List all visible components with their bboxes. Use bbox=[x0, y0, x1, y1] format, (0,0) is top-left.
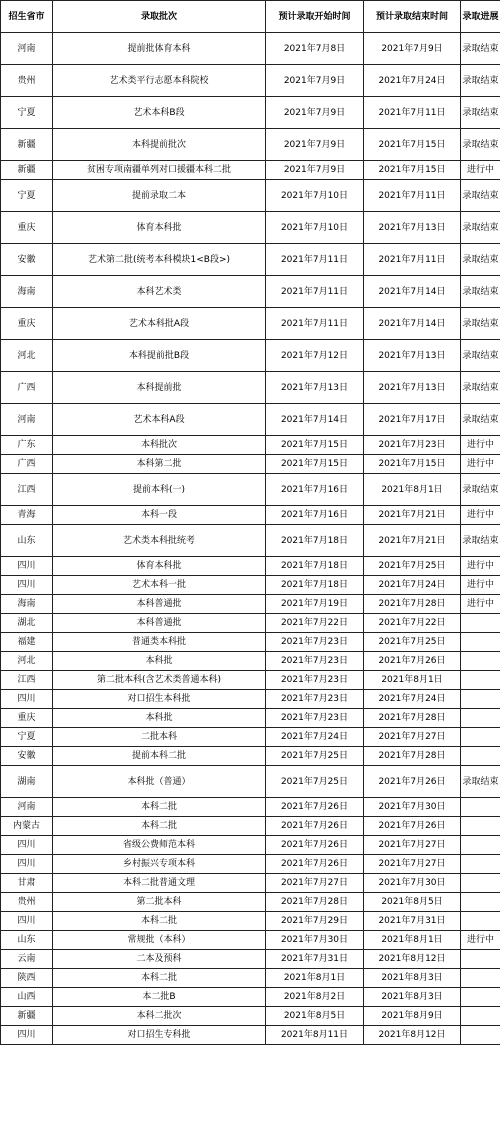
table-row bbox=[1, 212, 500, 244]
header-province: 招生省市 bbox=[1, 1, 53, 33]
end-date-cell: 2021年7月24日 bbox=[364, 65, 461, 97]
end-date-cell: 2021年7月27日 bbox=[364, 855, 461, 874]
end-date-cell: 2021年7月25日 bbox=[364, 557, 461, 576]
table-row bbox=[1, 614, 500, 633]
start-date-cell: 2021年7月10日 bbox=[266, 180, 364, 212]
start-date-cell: 2021年7月18日 bbox=[266, 576, 364, 595]
table-row bbox=[1, 65, 500, 97]
progress-cell bbox=[461, 747, 500, 766]
province-cell: 河南 bbox=[1, 798, 53, 817]
batch-cell: 本科提前批 bbox=[53, 372, 266, 404]
batch-cell: 本科普通批 bbox=[53, 614, 266, 633]
start-date-cell: 2021年8月1日 bbox=[266, 969, 364, 988]
province-cell: 云南 bbox=[1, 950, 53, 969]
batch-cell: 对口招生专科批 bbox=[53, 1026, 266, 1045]
end-date-cell: 2021年8月3日 bbox=[364, 988, 461, 1007]
batch-cell: 体育本科批 bbox=[53, 212, 266, 244]
end-date-cell: 2021年7月26日 bbox=[364, 652, 461, 671]
start-date-cell: 2021年7月27日 bbox=[266, 874, 364, 893]
table-row bbox=[1, 576, 500, 595]
province-cell: 甘肃 bbox=[1, 874, 53, 893]
province-cell: 贵州 bbox=[1, 65, 53, 97]
province-cell: 广东 bbox=[1, 436, 53, 455]
end-date-cell: 2021年7月30日 bbox=[364, 874, 461, 893]
progress-cell: 录取结束 bbox=[461, 212, 500, 244]
batch-cell: 普通类本科批 bbox=[53, 633, 266, 652]
province-cell: 四川 bbox=[1, 836, 53, 855]
table-row bbox=[1, 671, 500, 690]
province-cell: 宁夏 bbox=[1, 728, 53, 747]
progress-cell: 录取结束 bbox=[461, 33, 500, 65]
start-date-cell: 2021年7月14日 bbox=[266, 404, 364, 436]
progress-cell: 录取结束 bbox=[461, 404, 500, 436]
progress-cell bbox=[461, 950, 500, 969]
province-cell: 江西 bbox=[1, 474, 53, 506]
progress-cell: 录取结束 bbox=[461, 180, 500, 212]
progress-cell bbox=[461, 988, 500, 1007]
progress-cell bbox=[461, 709, 500, 728]
batch-cell: 本科一段 bbox=[53, 506, 266, 525]
progress-cell: 录取结束 bbox=[461, 474, 500, 506]
end-date-cell: 2021年7月15日 bbox=[364, 129, 461, 161]
end-date-cell: 2021年8月12日 bbox=[364, 1026, 461, 1045]
batch-cell: 本科艺术类 bbox=[53, 276, 266, 308]
batch-cell: 本科二批 bbox=[53, 817, 266, 836]
start-date-cell: 2021年7月23日 bbox=[266, 652, 364, 671]
progress-cell: 录取结束 bbox=[461, 276, 500, 308]
end-date-cell: 2021年7月26日 bbox=[364, 766, 461, 798]
start-date-cell: 2021年7月30日 bbox=[266, 931, 364, 950]
table-row bbox=[1, 244, 500, 276]
table-row bbox=[1, 1007, 500, 1026]
start-date-cell: 2021年7月9日 bbox=[266, 161, 364, 180]
province-cell: 湖南 bbox=[1, 766, 53, 798]
table-row bbox=[1, 931, 500, 950]
progress-cell: 录取结束 bbox=[461, 129, 500, 161]
end-date-cell: 2021年7月24日 bbox=[364, 690, 461, 709]
start-date-cell: 2021年7月23日 bbox=[266, 633, 364, 652]
end-date-cell: 2021年8月3日 bbox=[364, 969, 461, 988]
province-cell: 河南 bbox=[1, 33, 53, 65]
progress-cell bbox=[461, 633, 500, 652]
end-date-cell: 2021年8月1日 bbox=[364, 474, 461, 506]
start-date-cell: 2021年7月9日 bbox=[266, 97, 364, 129]
table-row bbox=[1, 455, 500, 474]
end-date-cell: 2021年7月25日 bbox=[364, 633, 461, 652]
end-date-cell: 2021年7月22日 bbox=[364, 614, 461, 633]
start-date-cell: 2021年7月26日 bbox=[266, 798, 364, 817]
batch-cell: 本科二批 bbox=[53, 969, 266, 988]
start-date-cell: 2021年7月23日 bbox=[266, 671, 364, 690]
progress-cell: 录取结束 bbox=[461, 525, 500, 557]
start-date-cell: 2021年7月24日 bbox=[266, 728, 364, 747]
table-row bbox=[1, 652, 500, 671]
province-cell: 海南 bbox=[1, 276, 53, 308]
progress-cell bbox=[461, 969, 500, 988]
province-cell: 四川 bbox=[1, 576, 53, 595]
batch-cell: 艺术本科批A段 bbox=[53, 308, 266, 340]
end-date-cell: 2021年8月12日 bbox=[364, 950, 461, 969]
start-date-cell: 2021年7月10日 bbox=[266, 212, 364, 244]
table-row bbox=[1, 595, 500, 614]
batch-cell: 艺术类平行志愿本科院校 bbox=[53, 65, 266, 97]
progress-cell bbox=[461, 912, 500, 931]
table-row bbox=[1, 180, 500, 212]
batch-cell: 提前录取二本 bbox=[53, 180, 266, 212]
progress-cell bbox=[461, 614, 500, 633]
end-date-cell: 2021年7月14日 bbox=[364, 308, 461, 340]
header-row bbox=[1, 1, 500, 33]
batch-cell: 提前批体育本科 bbox=[53, 33, 266, 65]
start-date-cell: 2021年7月19日 bbox=[266, 595, 364, 614]
progress-cell bbox=[461, 798, 500, 817]
start-date-cell: 2021年7月31日 bbox=[266, 950, 364, 969]
table-row bbox=[1, 97, 500, 129]
table-row bbox=[1, 557, 500, 576]
start-date-cell: 2021年7月11日 bbox=[266, 308, 364, 340]
table-row bbox=[1, 893, 500, 912]
province-cell: 安徽 bbox=[1, 244, 53, 276]
batch-cell: 贫困专项南疆单列对口援疆本科二批 bbox=[53, 161, 266, 180]
progress-cell: 录取结束 bbox=[461, 244, 500, 276]
province-cell: 山西 bbox=[1, 988, 53, 1007]
table-row bbox=[1, 874, 500, 893]
batch-cell: 对口招生本科批 bbox=[53, 690, 266, 709]
batch-cell: 本科二批 bbox=[53, 912, 266, 931]
progress-cell: 录取结束 bbox=[461, 65, 500, 97]
end-date-cell: 2021年7月15日 bbox=[364, 455, 461, 474]
province-cell: 广西 bbox=[1, 455, 53, 474]
table-row bbox=[1, 798, 500, 817]
end-date-cell: 2021年7月28日 bbox=[364, 595, 461, 614]
start-date-cell: 2021年7月23日 bbox=[266, 709, 364, 728]
start-date-cell: 2021年7月9日 bbox=[266, 129, 364, 161]
start-date-cell: 2021年8月5日 bbox=[266, 1007, 364, 1026]
batch-cell: 乡村振兴专项本科 bbox=[53, 855, 266, 874]
start-date-cell: 2021年7月13日 bbox=[266, 372, 364, 404]
province-cell: 广西 bbox=[1, 372, 53, 404]
progress-cell bbox=[461, 836, 500, 855]
progress-cell: 进行中 bbox=[461, 576, 500, 595]
header-start-date: 预计录取开始时间 bbox=[266, 1, 364, 33]
end-date-cell: 2021年8月9日 bbox=[364, 1007, 461, 1026]
table-row bbox=[1, 969, 500, 988]
end-date-cell: 2021年8月5日 bbox=[364, 893, 461, 912]
start-date-cell: 2021年7月26日 bbox=[266, 836, 364, 855]
province-cell: 内蒙古 bbox=[1, 817, 53, 836]
start-date-cell: 2021年7月26日 bbox=[266, 817, 364, 836]
end-date-cell: 2021年7月17日 bbox=[364, 404, 461, 436]
batch-cell: 本科提前批B段 bbox=[53, 340, 266, 372]
start-date-cell: 2021年7月16日 bbox=[266, 506, 364, 525]
table-row bbox=[1, 912, 500, 931]
progress-cell bbox=[461, 652, 500, 671]
start-date-cell: 2021年7月18日 bbox=[266, 525, 364, 557]
progress-cell bbox=[461, 874, 500, 893]
progress-cell bbox=[461, 855, 500, 874]
progress-cell: 进行中 bbox=[461, 931, 500, 950]
table-row bbox=[1, 855, 500, 874]
province-cell: 四川 bbox=[1, 557, 53, 576]
start-date-cell: 2021年7月12日 bbox=[266, 340, 364, 372]
table-row bbox=[1, 766, 500, 798]
province-cell: 江西 bbox=[1, 671, 53, 690]
progress-cell bbox=[461, 817, 500, 836]
progress-cell: 进行中 bbox=[461, 161, 500, 180]
table-row bbox=[1, 633, 500, 652]
header-batch: 录取批次 bbox=[53, 1, 266, 33]
start-date-cell: 2021年7月9日 bbox=[266, 65, 364, 97]
batch-cell: 二批本科 bbox=[53, 728, 266, 747]
batch-cell: 本科二批 bbox=[53, 798, 266, 817]
end-date-cell: 2021年7月9日 bbox=[364, 33, 461, 65]
batch-cell: 本科普通批 bbox=[53, 595, 266, 614]
end-date-cell: 2021年7月26日 bbox=[364, 817, 461, 836]
province-cell: 福建 bbox=[1, 633, 53, 652]
start-date-cell: 2021年7月15日 bbox=[266, 455, 364, 474]
header-end-date: 预计录取结束时间 bbox=[364, 1, 461, 33]
start-date-cell: 2021年7月25日 bbox=[266, 747, 364, 766]
table-row bbox=[1, 690, 500, 709]
province-cell: 河北 bbox=[1, 340, 53, 372]
end-date-cell: 2021年7月13日 bbox=[364, 340, 461, 372]
batch-cell: 本科批次 bbox=[53, 436, 266, 455]
province-cell: 四川 bbox=[1, 690, 53, 709]
table-row bbox=[1, 33, 500, 65]
table-row bbox=[1, 276, 500, 308]
batch-cell: 本二批B bbox=[53, 988, 266, 1007]
end-date-cell: 2021年8月1日 bbox=[364, 671, 461, 690]
table-row bbox=[1, 1026, 500, 1045]
progress-cell: 录取结束 bbox=[461, 97, 500, 129]
start-date-cell: 2021年7月26日 bbox=[266, 855, 364, 874]
table-row bbox=[1, 161, 500, 180]
table-row bbox=[1, 709, 500, 728]
start-date-cell: 2021年7月15日 bbox=[266, 436, 364, 455]
start-date-cell: 2021年7月8日 bbox=[266, 33, 364, 65]
province-cell: 四川 bbox=[1, 855, 53, 874]
start-date-cell: 2021年7月23日 bbox=[266, 690, 364, 709]
end-date-cell: 2021年7月13日 bbox=[364, 372, 461, 404]
batch-cell: 艺术第二批(统考本科模块1<B段>) bbox=[53, 244, 266, 276]
table-row bbox=[1, 129, 500, 161]
progress-cell bbox=[461, 690, 500, 709]
province-cell: 四川 bbox=[1, 1026, 53, 1045]
province-cell: 贵州 bbox=[1, 893, 53, 912]
end-date-cell: 2021年7月11日 bbox=[364, 244, 461, 276]
end-date-cell: 2021年7月23日 bbox=[364, 436, 461, 455]
batch-cell: 本科批 bbox=[53, 652, 266, 671]
batch-cell: 本科二批次 bbox=[53, 1007, 266, 1026]
province-cell: 宁夏 bbox=[1, 97, 53, 129]
batch-cell: 第二批本科 bbox=[53, 893, 266, 912]
start-date-cell: 2021年7月25日 bbox=[266, 766, 364, 798]
table-row bbox=[1, 988, 500, 1007]
progress-cell: 录取结束 bbox=[461, 308, 500, 340]
province-cell: 四川 bbox=[1, 912, 53, 931]
province-cell: 宁夏 bbox=[1, 180, 53, 212]
batch-cell: 艺术本科B段 bbox=[53, 97, 266, 129]
province-cell: 新疆 bbox=[1, 161, 53, 180]
progress-cell: 进行中 bbox=[461, 557, 500, 576]
batch-cell: 二本及预科 bbox=[53, 950, 266, 969]
end-date-cell: 2021年7月27日 bbox=[364, 836, 461, 855]
end-date-cell: 2021年7月13日 bbox=[364, 212, 461, 244]
province-cell: 新疆 bbox=[1, 1007, 53, 1026]
progress-cell: 进行中 bbox=[461, 595, 500, 614]
progress-cell bbox=[461, 893, 500, 912]
batch-cell: 本科批（普通） bbox=[53, 766, 266, 798]
province-cell: 陕西 bbox=[1, 969, 53, 988]
start-date-cell: 2021年8月11日 bbox=[266, 1026, 364, 1045]
end-date-cell: 2021年7月15日 bbox=[364, 161, 461, 180]
province-cell: 重庆 bbox=[1, 709, 53, 728]
end-date-cell: 2021年8月1日 bbox=[364, 931, 461, 950]
start-date-cell: 2021年7月18日 bbox=[266, 557, 364, 576]
table-row bbox=[1, 836, 500, 855]
table-row bbox=[1, 950, 500, 969]
table-body bbox=[1, 33, 500, 1045]
batch-cell: 省级公费师范本科 bbox=[53, 836, 266, 855]
province-cell: 河南 bbox=[1, 404, 53, 436]
start-date-cell: 2021年7月22日 bbox=[266, 614, 364, 633]
progress-cell: 录取结束 bbox=[461, 766, 500, 798]
progress-cell bbox=[461, 728, 500, 747]
batch-cell: 常规批（本科） bbox=[53, 931, 266, 950]
table-row bbox=[1, 436, 500, 455]
end-date-cell: 2021年7月21日 bbox=[364, 525, 461, 557]
batch-cell: 本科提前批次 bbox=[53, 129, 266, 161]
start-date-cell: 2021年7月28日 bbox=[266, 893, 364, 912]
header-progress: 录取进展 bbox=[461, 1, 500, 33]
table-row bbox=[1, 372, 500, 404]
end-date-cell: 2021年7月27日 bbox=[364, 728, 461, 747]
progress-cell: 录取结束 bbox=[461, 340, 500, 372]
province-cell: 山东 bbox=[1, 525, 53, 557]
province-cell: 青海 bbox=[1, 506, 53, 525]
progress-cell: 进行中 bbox=[461, 455, 500, 474]
province-cell: 重庆 bbox=[1, 308, 53, 340]
batch-cell: 体育本科批 bbox=[53, 557, 266, 576]
province-cell: 山东 bbox=[1, 931, 53, 950]
progress-cell: 进行中 bbox=[461, 436, 500, 455]
end-date-cell: 2021年7月28日 bbox=[364, 747, 461, 766]
batch-cell: 第二批本科(含艺术类普通本科) bbox=[53, 671, 266, 690]
table-row bbox=[1, 308, 500, 340]
batch-cell: 提前本科二批 bbox=[53, 747, 266, 766]
batch-cell: 本科批 bbox=[53, 709, 266, 728]
table-row bbox=[1, 404, 500, 436]
progress-cell bbox=[461, 1007, 500, 1026]
batch-cell: 本科第二批 bbox=[53, 455, 266, 474]
start-date-cell: 2021年7月11日 bbox=[266, 276, 364, 308]
table-row bbox=[1, 525, 500, 557]
start-date-cell: 2021年7月11日 bbox=[266, 244, 364, 276]
batch-cell: 提前本科(一) bbox=[53, 474, 266, 506]
batch-cell: 艺术类本科批统考 bbox=[53, 525, 266, 557]
province-cell: 安徽 bbox=[1, 747, 53, 766]
progress-cell: 进行中 bbox=[461, 506, 500, 525]
end-date-cell: 2021年7月28日 bbox=[364, 709, 461, 728]
province-cell: 海南 bbox=[1, 595, 53, 614]
table-row bbox=[1, 506, 500, 525]
start-date-cell: 2021年7月16日 bbox=[266, 474, 364, 506]
batch-cell: 本科二批普通文理 bbox=[53, 874, 266, 893]
batch-cell: 艺术本科A段 bbox=[53, 404, 266, 436]
progress-cell bbox=[461, 1026, 500, 1045]
end-date-cell: 2021年7月14日 bbox=[364, 276, 461, 308]
start-date-cell: 2021年7月29日 bbox=[266, 912, 364, 931]
end-date-cell: 2021年7月11日 bbox=[364, 180, 461, 212]
end-date-cell: 2021年7月21日 bbox=[364, 506, 461, 525]
table-row bbox=[1, 747, 500, 766]
province-cell: 新疆 bbox=[1, 129, 53, 161]
province-cell: 湖北 bbox=[1, 614, 53, 633]
end-date-cell: 2021年7月31日 bbox=[364, 912, 461, 931]
start-date-cell: 2021年8月2日 bbox=[266, 988, 364, 1007]
progress-cell bbox=[461, 671, 500, 690]
table-row bbox=[1, 817, 500, 836]
end-date-cell: 2021年7月30日 bbox=[364, 798, 461, 817]
progress-cell: 录取结束 bbox=[461, 372, 500, 404]
batch-cell: 艺术本科一批 bbox=[53, 576, 266, 595]
table-row bbox=[1, 474, 500, 506]
province-cell: 河北 bbox=[1, 652, 53, 671]
end-date-cell: 2021年7月11日 bbox=[364, 97, 461, 129]
end-date-cell: 2021年7月24日 bbox=[364, 576, 461, 595]
table-row bbox=[1, 340, 500, 372]
table-row bbox=[1, 728, 500, 747]
province-cell: 重庆 bbox=[1, 212, 53, 244]
